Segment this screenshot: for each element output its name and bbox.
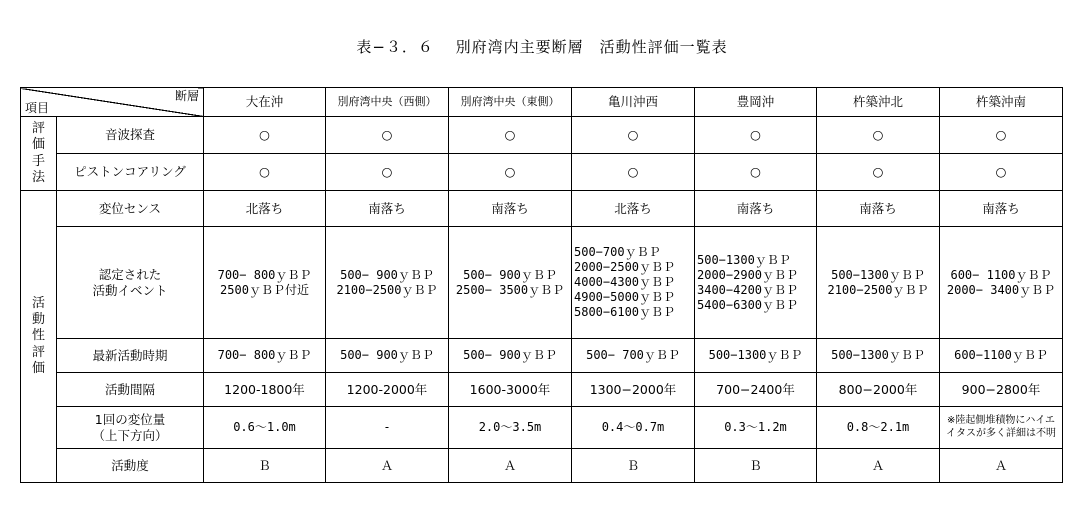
cell-piston-4: ○	[572, 154, 695, 191]
cell-events-4: 500−700ｙＢＰ 2000−2500ｙＢＰ 4000−4300ｙＢＰ 4900−5000ｙＢＰ 5800−6100ｙＢＰ	[572, 227, 695, 339]
cell-displacement-1: 0.6〜1.0m	[204, 407, 326, 449]
cell-latest-3: 500− 900ｙＢＰ	[449, 339, 572, 373]
fault-header-3: 別府湾中央（東側）	[449, 88, 572, 117]
cell-piston-2: ○	[326, 154, 449, 191]
cell-degree-4: Ｂ	[572, 449, 695, 483]
row-label-degree: 活動度	[57, 449, 204, 483]
cell-events-3: 500− 900ｙＢＰ 2500− 3500ｙＢＰ	[449, 227, 572, 339]
cell-piston-6: ○	[817, 154, 940, 191]
row-label-events: 認定された 活動イベント	[57, 227, 204, 339]
cell-latest-5: 500−1300ｙＢＰ	[695, 339, 817, 373]
group-label-evaluation-method: 評 価 手 法	[21, 117, 57, 191]
cell-displacement-5: 0.3〜1.2m	[695, 407, 817, 449]
cell-sonic-4: ○	[572, 117, 695, 154]
table-row-displacement	[21, 407, 1063, 449]
cell-piston-5: ○	[695, 154, 817, 191]
cell-sense-5: 南落ち	[695, 191, 817, 227]
fault-evaluation-table	[20, 87, 1063, 483]
cell-sense-3: 南落ち	[449, 191, 572, 227]
cell-events-2: 500− 900ｙＢＰ 2100−2500ｙＢＰ	[326, 227, 449, 339]
cell-sense-4: 北落ち	[572, 191, 695, 227]
cell-sense-6: 南落ち	[817, 191, 940, 227]
cell-degree-1: Ｂ	[204, 449, 326, 483]
cell-piston-3: ○	[449, 154, 572, 191]
cell-sonic-1: ○	[204, 117, 326, 154]
cell-piston-1: ○	[204, 154, 326, 191]
row-label-sonic: 音波探査	[57, 117, 204, 154]
fault-header-4: 亀川沖西	[572, 88, 695, 117]
fault-header-2: 別府湾中央（西側）	[326, 88, 449, 117]
cell-sense-7: 南落ち	[940, 191, 1063, 227]
table-row-piston	[21, 154, 1063, 191]
cell-piston-7: ○	[940, 154, 1063, 191]
cell-sense-2: 南落ち	[326, 191, 449, 227]
cell-degree-2: Ａ	[326, 449, 449, 483]
fault-header-1: 大在沖	[204, 88, 326, 117]
row-label-interval: 活動間隔	[57, 373, 204, 407]
row-label-displacement: 1回の変位量 （上下方向）	[57, 407, 204, 449]
cell-degree-7: Ａ	[940, 449, 1063, 483]
cell-displacement-4: 0.4〜0.7m	[572, 407, 695, 449]
cell-events-5: 500−1300ｙＢＰ 2000−2900ｙＢＰ 3400−4200ｙＢＰ 5400−6300ｙＢＰ	[695, 227, 817, 339]
table-title: 表−３．６ 別府湾内主要断層 活動性評価一覧表	[356, 38, 728, 56]
cell-displacement-2: -	[326, 407, 449, 449]
cell-interval-4: 1300−2000年	[572, 373, 695, 407]
corner-label-fault: 断層	[174, 89, 199, 103]
cell-degree-6: Ａ	[817, 449, 940, 483]
cell-latest-2: 500− 900ｙＢＰ	[326, 339, 449, 373]
table-row-degree	[21, 449, 1063, 483]
table-row-interval	[21, 373, 1063, 407]
cell-latest-7: 600−1100ｙＢＰ	[940, 339, 1063, 373]
cell-sonic-7: ○	[940, 117, 1063, 154]
cell-sonic-6: ○	[817, 117, 940, 154]
fault-header-7: 杵築沖南	[940, 88, 1063, 117]
cell-interval-2: 1200-2000年	[326, 373, 449, 407]
cell-sonic-3: ○	[449, 117, 572, 154]
cell-sonic-5: ○	[695, 117, 817, 154]
table-row-events	[21, 227, 1063, 339]
cell-interval-3: 1600-3000年	[449, 373, 572, 407]
row-label-sense: 変位センス	[57, 191, 204, 227]
cell-events-7: 600− 1100ｙＢＰ 2000− 3400ｙＢＰ	[940, 227, 1063, 339]
cell-interval-1: 1200-1800年	[204, 373, 326, 407]
row-label-piston: ピストンコアリング	[57, 154, 204, 191]
cell-degree-3: Ａ	[449, 449, 572, 483]
cell-interval-7: 900−2800年	[940, 373, 1063, 407]
cell-sense-1: 北落ち	[204, 191, 326, 227]
cell-events-1: 700− 800ｙＢＰ 2500ｙＢＰ付近	[204, 227, 326, 339]
row-label-latest: 最新活動時期	[57, 339, 204, 373]
cell-latest-6: 500−1300ｙＢＰ	[817, 339, 940, 373]
cell-interval-5: 700−2400年	[695, 373, 817, 407]
table-row-sonic	[21, 117, 1063, 154]
corner-header-cell	[21, 88, 204, 117]
cell-latest-1: 700− 800ｙＢＰ	[204, 339, 326, 373]
fault-header-6: 杵築沖北	[817, 88, 940, 117]
cell-displacement-7-note: ※陸起側堆積物にハイエ イタスが多く詳細は不明	[940, 407, 1063, 449]
cell-latest-4: 500− 700ｙＢＰ	[572, 339, 695, 373]
cell-displacement-3: 2.0〜3.5m	[449, 407, 572, 449]
cell-interval-6: 800−2000年	[817, 373, 940, 407]
fault-header-5: 豊岡沖	[695, 88, 817, 117]
cell-sonic-2: ○	[326, 117, 449, 154]
corner-label-item: 項目	[25, 101, 50, 115]
table-row-sense	[21, 191, 1063, 227]
group-label-activity-evaluation: 活 動 性 評 価	[21, 191, 57, 483]
table-row-latest	[21, 339, 1063, 373]
cell-degree-5: Ｂ	[695, 449, 817, 483]
cell-events-6: 500−1300ｙＢＰ 2100−2500ｙＢＰ	[817, 227, 940, 339]
cell-displacement-6: 0.8〜2.1m	[817, 407, 940, 449]
header-row	[21, 88, 1063, 117]
